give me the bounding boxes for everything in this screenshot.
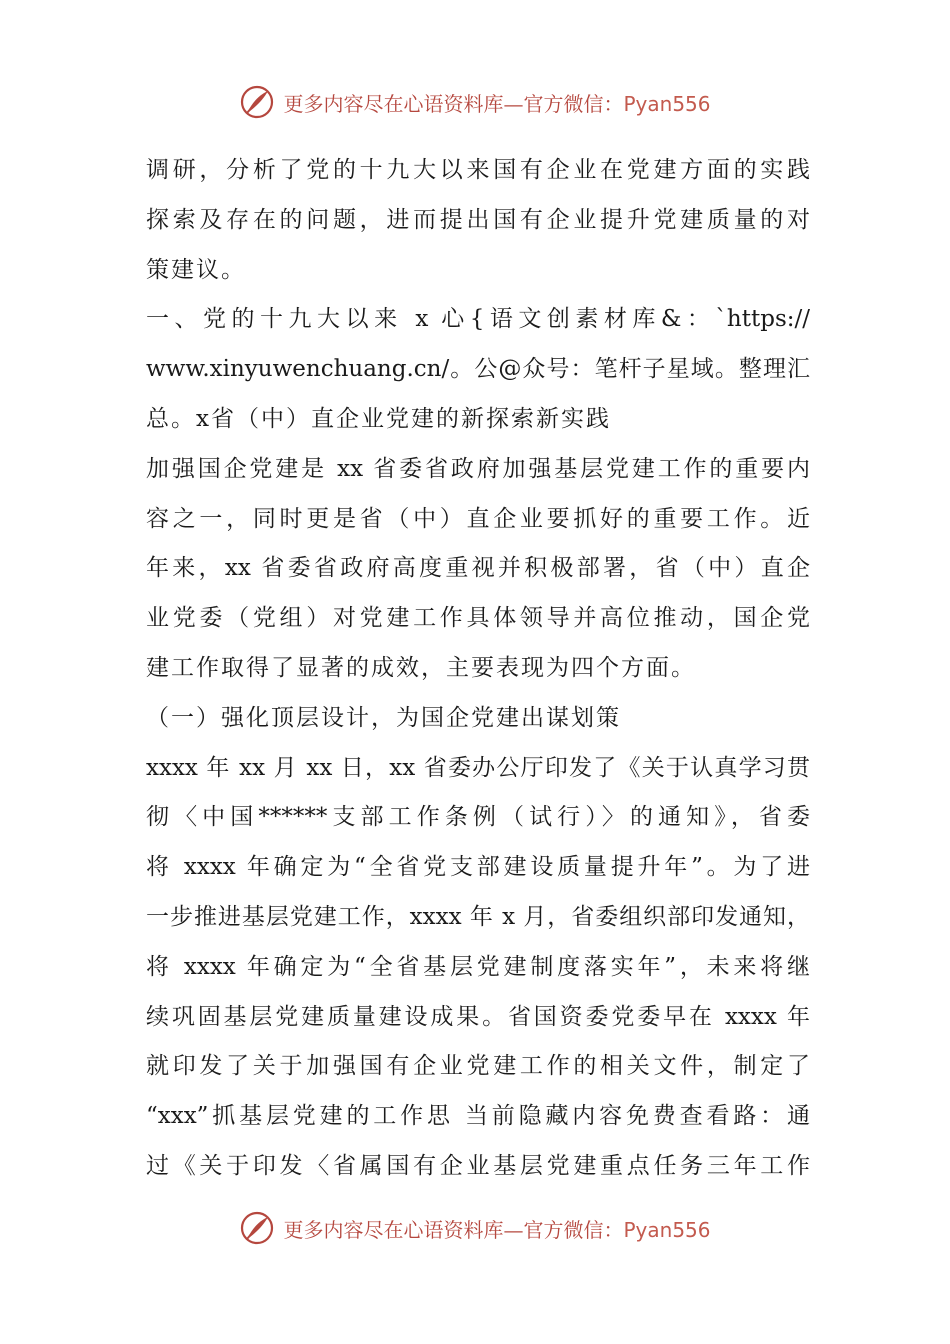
body-line-7: 加强国企党建是 xx 省委省政府加强基层党建工作的重要内	[146, 455, 810, 482]
body-line-12: （一）强化顶层设计，为国企党建出谋划策	[146, 704, 621, 731]
body-line-6: 总。x省（中）直企业党建的新探索新实践	[146, 405, 611, 432]
document-body	[146, 146, 810, 1192]
banner-text	[283, 1214, 710, 1243]
body-line-13: xxxx 年 xx 月 xx 日，xx 省委办公厅印发了《关于认真学习贯	[146, 754, 810, 781]
body-line-15: 将 xxxx 年确定为“全省党支部建设质量提升年”。为了进	[146, 854, 810, 881]
banner-site-text: 更多内容尽在心语资料库—官方微信：	[283, 1217, 624, 1242]
body-line-4: 一、党的十九大以来 x 心{语文创素材库&：`https://	[146, 306, 810, 333]
feather-pen-logo-icon	[239, 84, 275, 120]
feather-pen-logo-icon	[239, 1210, 275, 1246]
body-line-19: 就印发了关于加强国有企业党建工作的相关文件，制定了	[146, 1053, 810, 1080]
body-line-10: 业党委（党组）对党建工作具体领导并高位推动，国企党	[146, 605, 810, 632]
header-banner	[0, 80, 950, 124]
body-line-8: 容之一，同时更是省（中）直企业要抓好的重要工作。近	[146, 505, 810, 532]
banner-site-text: 更多内容尽在心语资料库—官方微信：	[283, 91, 624, 116]
body-line-21: 过《关于印发〈省属国有企业基层党建重点任务三年工作	[146, 1152, 810, 1179]
body-line-17: 将 xxxx 年确定为“全省基层党建制度落实年”，未来将继	[146, 953, 810, 980]
body-line-5: www.xinyuwenchuang.cn/。公@众号：笔杆子星域。整理汇	[146, 356, 810, 383]
body-line-3: 策建议。	[146, 256, 246, 283]
footer-banner	[0, 1206, 950, 1250]
body-line-11: 建工作取得了显著的成效，主要表现为四个方面。	[146, 654, 696, 681]
body-line-18: 续巩固基层党建质量建设成果。省国资委党委早在 xxxx 年	[146, 1003, 810, 1030]
body-line-2: 探索及存在的问题，进而提出国有企业提升党建质量的对	[146, 206, 810, 233]
banner-text	[283, 88, 710, 117]
body-line-1: 调研，分析了党的十九大以来国有企业在党建方面的实践	[146, 157, 810, 183]
body-line-16: 一步推进基层党建工作，xxxx 年 x 月，省委组织部印发通知，	[146, 903, 810, 930]
body-line-9: 年来，xx 省委省政府高度重视并积极部署，省（中）直企	[146, 555, 810, 582]
banner-wechat-id: Pyan556	[623, 91, 711, 116]
body-line-14: 彻〈中国******支部工作条例（试行）〉的通知》，省委	[146, 804, 810, 831]
body-line-20: “xxx”抓基层党建的工作思 当前隐藏内容免费查看路：通	[146, 1103, 810, 1130]
banner-wechat-id: Pyan556	[623, 1217, 711, 1242]
